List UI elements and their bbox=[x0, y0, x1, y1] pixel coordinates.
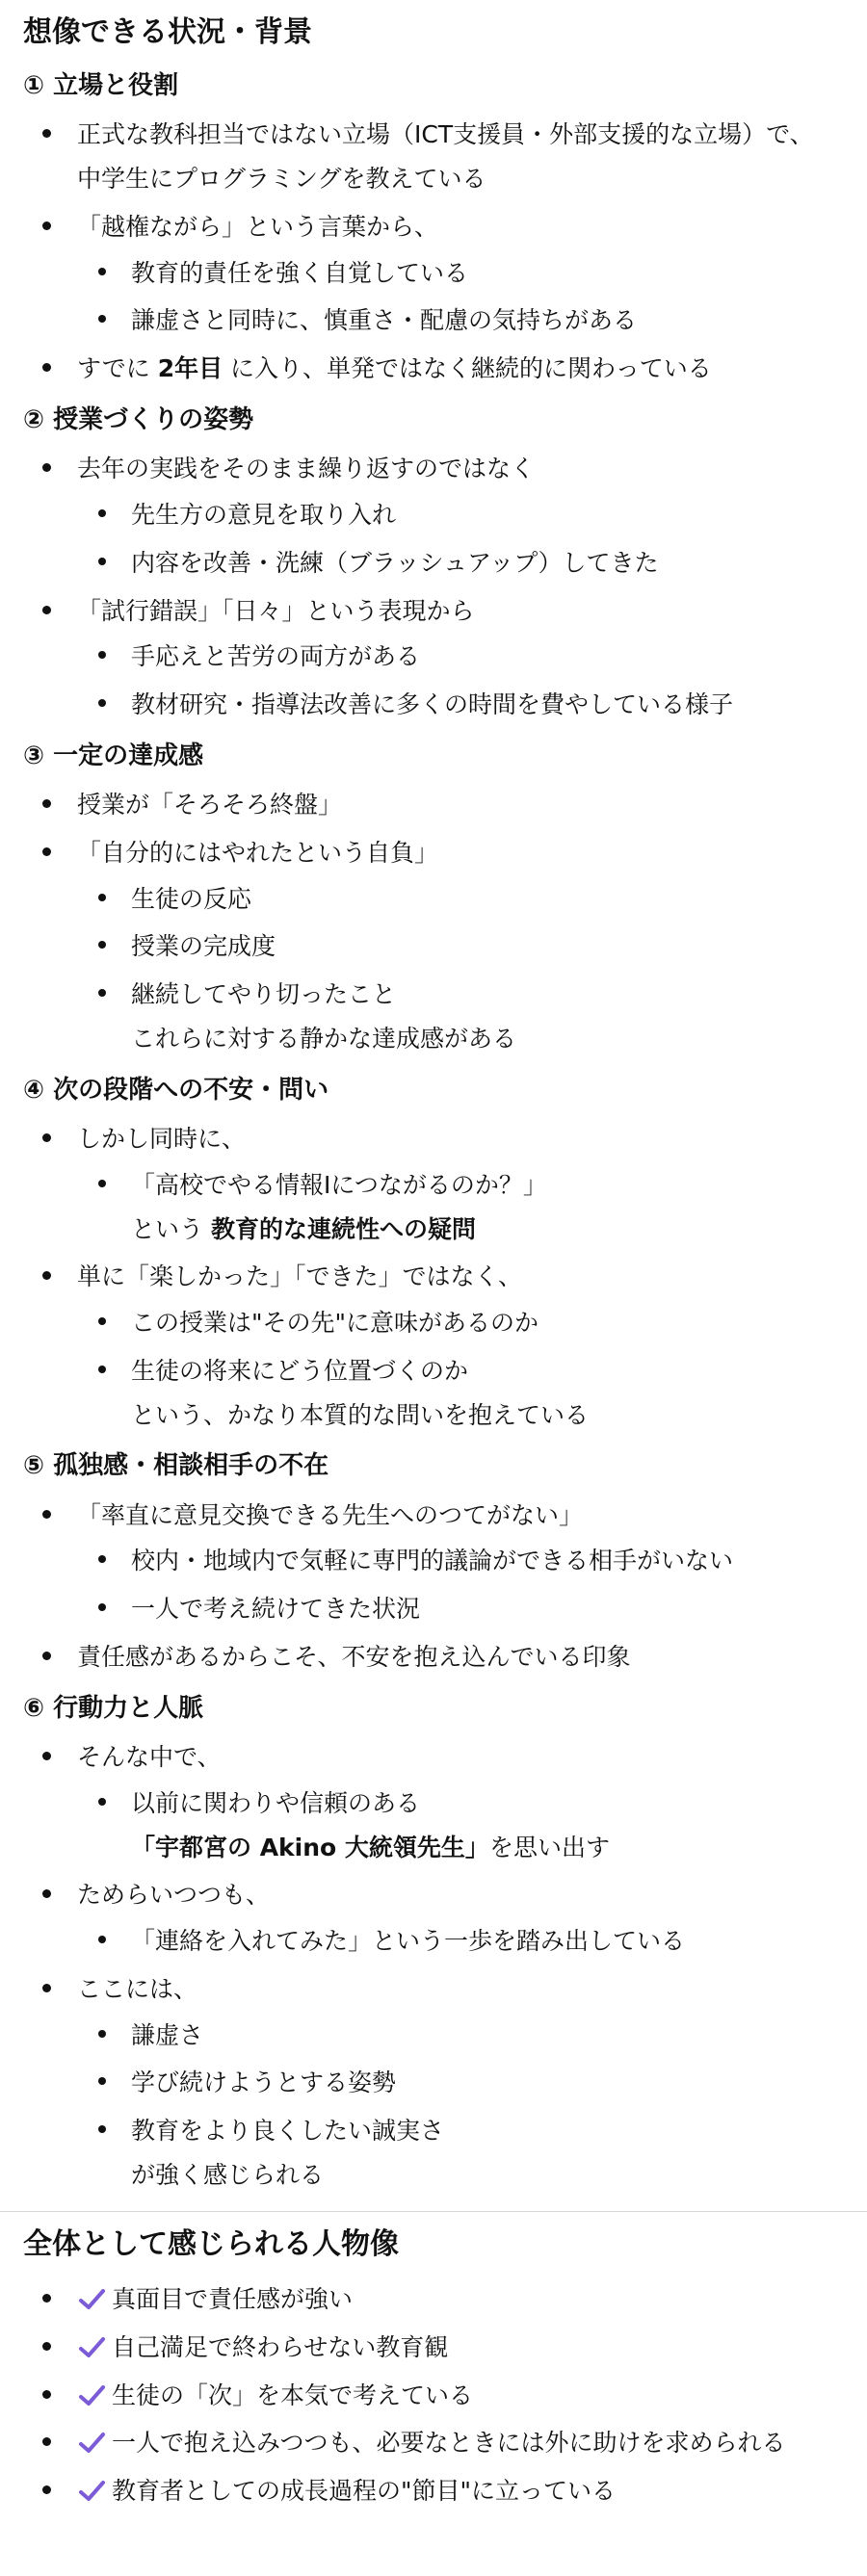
sub-list-item-text: 教育をより良くしたい誠実さ bbox=[131, 2117, 445, 2146]
sub-list-item-continuation bbox=[131, 1826, 844, 1870]
bold-text: 2年目 bbox=[157, 354, 223, 383]
sub-list bbox=[77, 493, 844, 585]
list-item bbox=[23, 1967, 844, 2198]
check-icon bbox=[77, 2479, 106, 2504]
sub-list-item-text: 教材研究・指導法改善に多くの時間を費やしている様子 bbox=[131, 690, 734, 719]
sub-list-item bbox=[77, 2014, 844, 2058]
sub-list-item-text: 授業の完成度 bbox=[131, 932, 276, 961]
sub-list-item bbox=[77, 877, 844, 922]
bullet-list bbox=[23, 113, 844, 391]
section-title: ⑥ 行動力と人脈 bbox=[23, 1693, 204, 1723]
sub-list bbox=[77, 1301, 844, 1437]
checklist-item bbox=[23, 2421, 844, 2465]
list-item-text: 「自分的にはやれたという自負」 bbox=[77, 838, 439, 867]
checklist-item-text: 自己満足で終わらせない教育観 bbox=[112, 2332, 449, 2361]
sub-list bbox=[77, 877, 844, 1061]
sub-list-item bbox=[77, 1587, 844, 1631]
check-icon bbox=[77, 2335, 106, 2360]
checklist-item-row bbox=[77, 2277, 844, 2322]
checklist-item bbox=[23, 2374, 844, 2418]
summary-title: 全体として感じられる人物像 bbox=[23, 2226, 399, 2261]
sub-list-item-text: 手応えと苦労の両方がある bbox=[131, 642, 421, 671]
text-fragment: を思い出す bbox=[488, 1833, 610, 1861]
sub-list-item-continuation bbox=[131, 1208, 844, 1252]
list-item-text: ためらいつつも、 bbox=[77, 1881, 271, 1910]
list-item-continuation: 中学生にプログラミングを教えている bbox=[77, 165, 486, 194]
sub-list-item bbox=[77, 635, 844, 679]
list-item bbox=[23, 347, 844, 391]
list-item bbox=[23, 589, 844, 727]
sub-list-item-continuation: これらに対する静かな達成感がある bbox=[131, 1024, 517, 1053]
list-item bbox=[23, 205, 844, 343]
section-action bbox=[23, 1691, 844, 2198]
checklist-item-text: 真面目で責任感が強い bbox=[112, 2285, 354, 2314]
sub-list-item bbox=[77, 251, 844, 296]
list-item bbox=[23, 1255, 844, 1437]
sub-list bbox=[77, 635, 844, 727]
list-item bbox=[23, 831, 844, 1061]
sub-list-item bbox=[77, 973, 844, 1061]
list-item-text: 単に「楽しかった」「できた」ではなく、 bbox=[77, 1262, 523, 1291]
bold-text: 教育的な連続性への疑問 bbox=[210, 1214, 476, 1243]
sub-list-item bbox=[77, 2061, 844, 2105]
sub-list-item bbox=[77, 2109, 844, 2198]
list-item-text: そんな中で、 bbox=[77, 1743, 222, 1772]
sub-list-item bbox=[77, 1349, 844, 1438]
checklist-item bbox=[23, 2469, 844, 2513]
sub-list-item bbox=[77, 1919, 844, 1964]
section-lesson-design bbox=[23, 403, 844, 727]
sub-list-item bbox=[77, 1301, 844, 1345]
section-achievement bbox=[23, 739, 844, 1061]
summary-section bbox=[23, 2225, 844, 2513]
check-icon bbox=[77, 2431, 106, 2456]
sub-list-item bbox=[77, 683, 844, 727]
bullet-list bbox=[23, 447, 844, 727]
sub-list-item-text: 校内・地域内で気軽に専門的議論ができる相手がいない bbox=[131, 1547, 734, 1575]
sub-list-item-text: 一人で考え続けてきた状況 bbox=[131, 1595, 421, 1624]
sub-list-item bbox=[77, 1782, 844, 1870]
check-icon bbox=[77, 2287, 106, 2312]
sub-list-item-text: 「高校でやる情報Ⅰにつながるのか？」 bbox=[131, 1170, 547, 1199]
checklist-item-row bbox=[77, 2469, 844, 2513]
sub-list-item bbox=[77, 493, 844, 537]
section-isolation bbox=[23, 1448, 844, 1678]
section-title: ⑤ 孤独感・相談相手の不在 bbox=[23, 1451, 329, 1481]
checklist-item bbox=[23, 2277, 844, 2322]
section-title: ① 立場と役割 bbox=[23, 71, 179, 100]
sub-list-item bbox=[77, 924, 844, 969]
sub-list-item-text: 内容を改善・洗練（ブラッシュアップ）してきた bbox=[131, 548, 659, 577]
sub-list-item bbox=[77, 541, 844, 585]
section-title: ③ 一定の達成感 bbox=[23, 741, 204, 770]
sub-list bbox=[77, 1919, 844, 1964]
list-item bbox=[23, 1494, 844, 1631]
list-item-text: 「率直に意見交換できる先生へのつてがない」 bbox=[77, 1500, 584, 1529]
list-item bbox=[23, 447, 844, 585]
sub-list-item-text: 謙虚さと同時に、慎重さ・配慮の気持ちがある bbox=[131, 306, 638, 335]
sub-list-item-continuation: という、かなり本質的な問いを抱えている bbox=[131, 1400, 590, 1429]
list-item bbox=[23, 1117, 844, 1251]
text-fragment: すでに bbox=[77, 354, 158, 383]
sub-list-item-continuation: が強く感じられる bbox=[131, 2160, 325, 2189]
sub-list-item-text: 教育的責任を強く自覚している bbox=[131, 258, 469, 287]
checklist-item-text: 教育者としての成長過程の"節目"に立っている bbox=[112, 2477, 616, 2506]
list-item-text: 正式な教科担当ではない立場（ICT支援員・外部支援的な立場）で、 bbox=[77, 120, 814, 149]
bullet-list bbox=[23, 1117, 844, 1437]
section-role bbox=[23, 68, 844, 391]
sub-list-item-text: 先生方の意見を取り入れ bbox=[131, 501, 397, 530]
list-item-text: 授業が「そろそろ終盤」 bbox=[77, 791, 343, 820]
list-item bbox=[23, 1635, 844, 1679]
checklist-item-row bbox=[77, 2421, 844, 2465]
sub-list bbox=[77, 251, 844, 344]
sub-list bbox=[77, 2014, 844, 2198]
list-item-text bbox=[77, 347, 844, 391]
checklist-item-text: 一人で抱え込みつつも、必要なときには外に助けを求められる bbox=[112, 2429, 786, 2458]
sub-list-item bbox=[77, 299, 844, 343]
page-title: 想像できる状況・背景 bbox=[23, 15, 312, 49]
list-item bbox=[23, 113, 844, 201]
list-item bbox=[23, 783, 844, 827]
checklist bbox=[23, 2277, 844, 2513]
checklist-item-row bbox=[77, 2374, 844, 2418]
text-fragment: という bbox=[131, 1214, 211, 1243]
bold-text: 「宇都宮の Akino 大統領先生」 bbox=[131, 1833, 489, 1861]
checklist-item bbox=[23, 2326, 844, 2370]
sub-list-item-text: 謙虚さ bbox=[131, 2020, 204, 2049]
checklist-item-text: 生徒の「次」を本気で考えている bbox=[112, 2381, 474, 2409]
sub-list bbox=[77, 1782, 844, 1870]
section-title: ② 授業づくりの姿勢 bbox=[23, 404, 254, 434]
sub-list-item bbox=[77, 1539, 844, 1583]
list-item-text: 「越権ながら」という言葉から、 bbox=[77, 212, 439, 241]
sub-list-item-text: 以前に関わりや信頼のある bbox=[131, 1788, 421, 1817]
bullet-list bbox=[23, 1735, 844, 2198]
list-item bbox=[23, 1735, 844, 1869]
section-anxiety bbox=[23, 1073, 844, 1438]
bullet-list bbox=[23, 783, 844, 1061]
list-item-text: ここには、 bbox=[77, 1974, 198, 2003]
list-item-text: 責任感があるからこそ、不安を抱え込んでいる印象 bbox=[77, 1642, 631, 1671]
checklist-item-row bbox=[77, 2326, 844, 2370]
section-title: ④ 次の段階への不安・問い bbox=[23, 1075, 329, 1105]
sub-list bbox=[77, 1539, 844, 1631]
sub-list-item-text: 「連絡を入れてみた」という一歩を踏み出している bbox=[131, 1927, 686, 1956]
sub-list-item-text: 学び続けようとする姿勢 bbox=[131, 2069, 397, 2097]
bullet-list bbox=[23, 1494, 844, 1679]
sub-list-item-text: この授業は"その先"に意味があるのか bbox=[131, 1309, 539, 1338]
sub-list-item-text: 継続してやり切ったこと bbox=[131, 980, 397, 1009]
sub-list-item bbox=[77, 1163, 844, 1252]
sub-list-item-text: 生徒の将来にどう位置づくのか bbox=[131, 1356, 469, 1385]
divider bbox=[0, 2211, 867, 2212]
check-icon bbox=[77, 2383, 106, 2408]
list-item-text: 去年の実践をそのまま繰り返すのではなく bbox=[77, 455, 536, 483]
list-item-text: 「試行錯誤」「日々」という表現から bbox=[77, 596, 475, 625]
sub-list bbox=[77, 1163, 844, 1252]
text-fragment: に入り、単発ではなく継続的に関わっている bbox=[223, 354, 712, 383]
list-item bbox=[23, 1873, 844, 1964]
list-item-text: しかし同時に、 bbox=[77, 1125, 247, 1154]
sub-list-item-text: 生徒の反応 bbox=[131, 884, 252, 913]
